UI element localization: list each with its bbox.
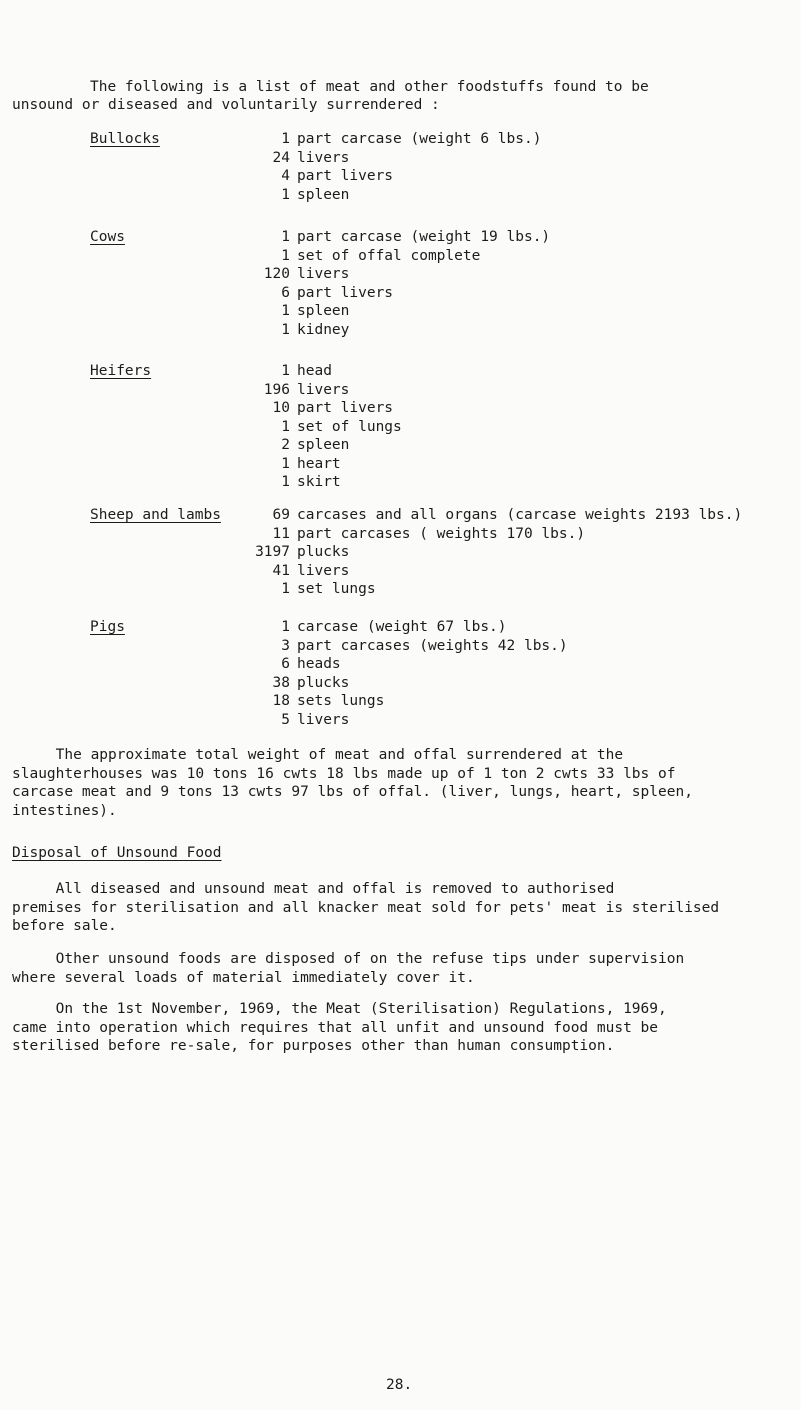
item-desc: livers [297,381,350,398]
intro-line-1: The following is a list of meat and other foodstuffs found to be [90,79,649,95]
item-qty: 1 [281,131,290,147]
paragraph-line: where several loads of material immediately cover it. [12,969,475,986]
item-desc: carcase (weight 67 lbs.) [297,619,507,635]
paragraph-line: Other unsound foods are disposed of on the refuse tips under supervision [12,951,685,967]
paragraph-line: carcase meat and 9 tons 13 cwts 97 lbs of offal. (liver, lungs, heart, spleen, [12,784,693,800]
paragraph-line: premises for sterilisation and all knacker meat sold for pets' meat is sterilised [12,899,720,916]
item-desc: part carcase (weight 6 lbs.) [297,131,542,147]
item-desc: part livers [297,168,394,184]
item-qty: 1 [281,229,290,245]
item-desc: heart [297,455,341,472]
item-qty: 1 [281,581,290,597]
disposal-paragraph-3 [12,1000,792,1056]
section-heading-disposal: Disposal of Unsound Food [12,845,222,861]
item-desc: spleen [297,186,350,203]
category-group-cows [0,228,801,339]
paragraph-line: intestines). [12,802,117,819]
item-qty: 1 [281,321,290,338]
item-qty: 3197 [255,544,290,560]
item-desc: part carcase (weight 19 lbs.) [297,229,551,245]
item-qty: 1 [281,455,290,472]
item-desc: livers [297,149,350,166]
item-desc: head [297,363,332,379]
paragraph-line: The approximate total weight of meat and offal surrendered at the [12,747,624,763]
disposal-paragraph-1 [12,880,792,936]
category-group-pigs [0,618,801,729]
item-qty: 120 [263,266,290,282]
item-desc: kidney [297,321,350,338]
item-desc: spleen [297,303,350,319]
category-heading: Cows [90,229,125,245]
item-desc: part carcases ( weights 170 lbs.) [297,525,586,542]
item-qty: 10 [272,400,290,416]
item-qty: 3 [281,637,290,654]
category-heading: Sheep and lambs [90,507,221,523]
item-desc: livers [297,711,350,728]
category-group-bullocks [0,130,801,204]
paragraph-line: On the 1st November, 1969, the Meat (Sterilisation) Regulations, 1969, [12,1001,667,1017]
category-heading: Bullocks [90,131,160,147]
paragraph-line: sterilised before re-sale, for purposes other than human consumption. [12,1038,615,1054]
item-qty: 5 [281,711,290,728]
item-qty: 1 [281,474,290,490]
total-weight-paragraph [12,746,792,820]
item-desc: plucks [297,674,350,691]
item-desc: plucks [297,544,350,560]
category-group-heifers [0,362,801,492]
category-group-sheep-and-lambs [0,506,801,599]
item-qty: 6 [281,656,290,672]
disposal-paragraph-2 [12,950,792,987]
item-qty: 1 [281,186,290,203]
item-qty: 1 [281,303,290,319]
item-desc: part carcases (weights 42 lbs.) [297,637,568,654]
item-desc: part livers [297,284,394,301]
item-qty: 41 [272,562,290,579]
item-qty: 38 [272,674,290,691]
category-heading: Heifers [90,363,152,379]
item-qty: 69 [272,507,290,523]
item-desc: spleen [297,437,350,453]
paragraph-line: came into operation which requires that all unfit and unsound food must be [12,1019,659,1036]
item-qty: 1 [281,363,290,379]
item-qty: 1 [281,247,290,264]
item-qty: 24 [272,149,290,166]
item-desc: livers [297,562,350,579]
item-desc: set lungs [297,581,376,597]
item-qty: 196 [263,381,290,398]
paragraph-line: before sale. [12,918,117,934]
item-qty: 1 [281,619,290,635]
item-desc: set of offal complete [297,247,481,264]
item-desc: heads [297,656,341,672]
intro-line-2: unsound or diseased and voluntarily surrendered : [12,97,440,113]
item-qty: 2 [281,437,290,453]
paragraph-line: All diseased and unsound meat and offal is removed to authorised [12,881,615,897]
item-qty: 11 [272,525,290,542]
item-desc: skirt [297,474,341,490]
item-desc: sets lungs [297,693,385,709]
item-desc: carcases and all organs (carcase weights 2193 lbs.) [297,507,743,523]
item-desc: set of lungs [297,418,402,435]
item-qty: 6 [281,284,290,301]
item-desc: livers [297,266,350,282]
item-qty: 4 [281,168,290,184]
item-desc: part livers [297,400,394,416]
paragraph-line: slaughterhouses was 10 tons 16 cwts 18 lbs made up of 1 ton 2 cwts 33 lbs of [12,765,676,782]
item-qty: 18 [272,693,290,709]
page-number: 28. [386,1377,413,1393]
category-heading: Pigs [90,619,125,635]
item-qty: 1 [281,418,290,435]
